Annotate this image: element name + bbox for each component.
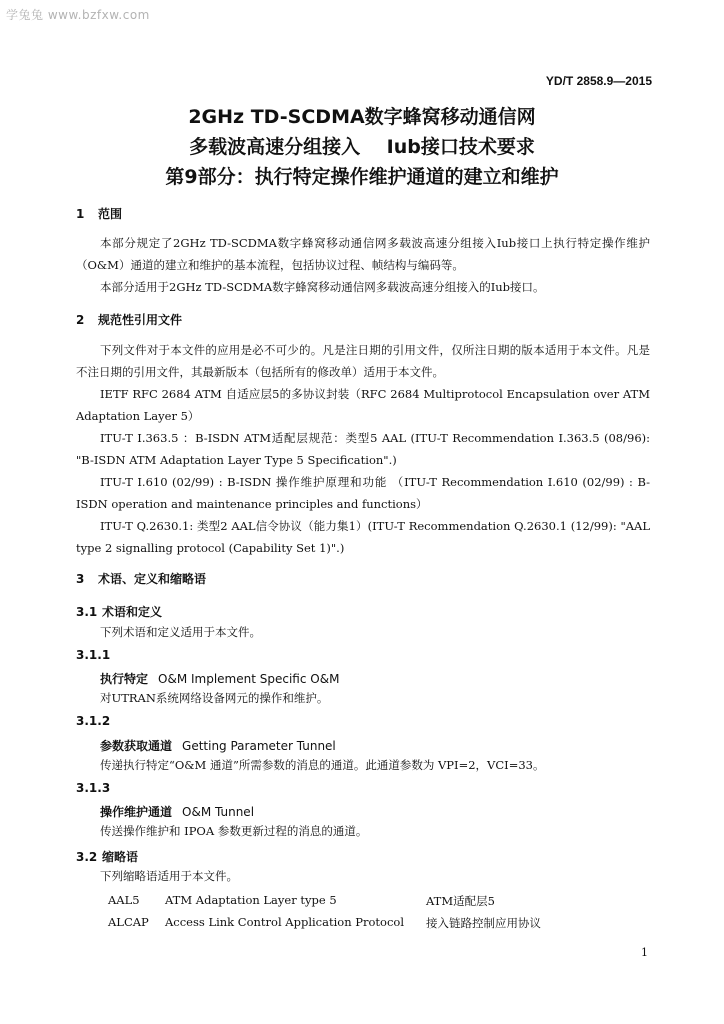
standard-code: YD/T 2858.9—2015 [545, 74, 652, 88]
section-number: 3.1 [76, 605, 98, 619]
section-3-heading [76, 570, 650, 587]
term-number: 3.1.3 [76, 781, 111, 795]
section-title: 范围 [98, 207, 123, 221]
abbreviation: ALCAP [108, 915, 149, 929]
title-line-3: 第9部分：执行特定操作维护通道的建立和维护 [165, 166, 559, 188]
term-english: O&M Tunnel [182, 805, 255, 819]
term-english: Getting Parameter Tunnel [182, 739, 336, 753]
term-chinese: 操作维护通道 [100, 805, 173, 819]
term-heading [76, 737, 650, 754]
section-number: 3 [76, 572, 85, 586]
reference-item: ITU-T I.363.5 ：B-ISDN ATM适配层规范：类型5 AAL (ITU-T Recommendation I.363.5 (08/96): "B-ISDN ATM Adaptation Layer Type 5 Specification".) [76, 431, 650, 467]
section-number: 3.2 [76, 850, 98, 864]
section-2-paragraph-1: 下列文件对于本文件的应用是必不可少的。凡是注日期的引用文件，仅所注日期的版本适用于本文件。凡是不注日期的引用文件，其最新版本（包括所有的修改单）适用于本文件。 [76, 343, 650, 379]
abbreviation-english: ATM Adaptation Layer type 5 [165, 893, 337, 907]
reference-item: IETF RFC 2684 ATM 自适应层5的多协议封装（RFC 2684 Multiprotocol Encapsulation over ATM Adaptation Layer 5） [76, 387, 650, 423]
term-chinese: 参数获取通道 [100, 739, 173, 753]
section-1-paragraph-2: 本部分适用于2GHz TD-SCDMA数字蜂窝移动通信网多载波高速分组接入的Iub接口。 [100, 280, 545, 294]
document-title [0, 102, 724, 192]
page-number: 1 [641, 946, 648, 959]
reference-item: ITU-T I.610 (02/99) : B-ISDN 操作维护原理和功能 （ITU-T Recommendation I.610 (02/99) : B-ISDN operation and maintenance principles and functions） [76, 475, 650, 511]
abbreviation-chinese: 接入链路控制应用协议 [426, 916, 541, 930]
term-definition: 对UTRAN系统网络设备网元的操作和维护。 [100, 691, 329, 705]
abbreviation-english: Access Link Control Application Protocol [165, 915, 405, 929]
term-number: 3.1.2 [76, 714, 111, 728]
section-3-2-intro: 下列缩略语适用于本文件。 [100, 869, 238, 883]
section-title: 缩略语 [102, 850, 139, 864]
term-heading [76, 670, 650, 687]
term-chinese: 执行特定 [100, 672, 149, 686]
term-heading [76, 803, 650, 820]
section-3-2-heading [76, 848, 650, 865]
title-line-1: 2GHz TD-SCDMA数字蜂窝移动通信网 [188, 106, 536, 128]
reference-item: ITU-T Q.2630.1: 类型2 AAL信令协议（能力集1）(ITU-T Recommendation Q.2630.1 (12/99): "AAL type 2 signalling protocol (Capability Set 1)".) [76, 519, 650, 555]
section-number: 2 [76, 313, 85, 327]
abbreviation-chinese: ATM适配层5 [426, 894, 495, 908]
term-english: O&M Implement Specific O&M [158, 672, 340, 686]
abbreviation: AAL5 [108, 893, 140, 907]
section-3-1-heading [76, 603, 650, 620]
section-title: 规范性引用文件 [98, 313, 183, 327]
term-definition: 传送操作维护和 IPOA 参数更新过程的消息的通道。 [100, 824, 368, 838]
section-2-heading [76, 311, 650, 328]
section-1-paragraph-1: 本部分规定了2GHz TD-SCDMA数字蜂窝移动通信网多载波高速分组接入Iub接口上执行特定操作维护（O&M）通道的建立和维护的基本流程，包括协议过程、帧结构与编码等。 [76, 236, 650, 272]
section-number: 1 [76, 207, 85, 221]
term-number: 3.1.1 [76, 648, 111, 662]
section-title: 术语、定义和缩略语 [98, 572, 207, 586]
watermark: 学兔兔 www.bzfxw.com [6, 8, 150, 22]
section-title: 术语和定义 [102, 605, 163, 619]
term-definition: 传递执行特定“O&M 通道”所需参数的消息的通道。此通道参数为 VPI=2，VCI=33。 [100, 758, 545, 772]
section-1-heading [76, 205, 650, 222]
section-3-1-intro: 下列术语和定义适用于本文件。 [100, 625, 261, 639]
title-line-2: 多载波高速分组接入 Iub接口技术要求 [189, 136, 535, 158]
